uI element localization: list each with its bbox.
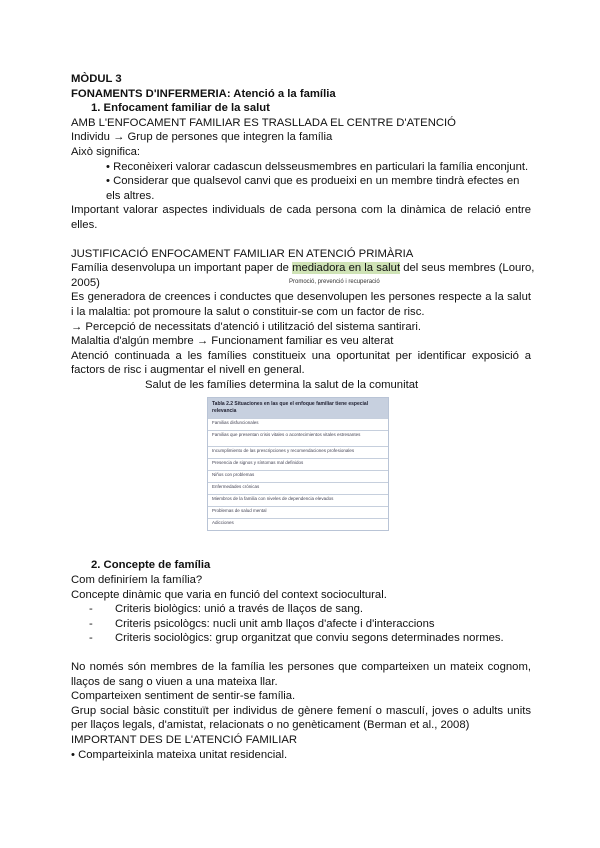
- bullet-recognize: • Reconèixeri valorar cadascun delsseusmembres en particulari la família enconjunt.: [106, 160, 529, 173]
- social-group-paragraph: Grup social bàsic constituït per individus de gènere femení o masculí, joves o adults units per llaços legals, d'amistat, relacionats o no genèticament (Berman et al., 2008): [71, 704, 531, 732]
- section-1-heading: 1. Enfocament familiar de la salut: [91, 102, 270, 115]
- residential-unit-bullet: • Comparteixinla mateixa unitat residencial.: [71, 748, 288, 761]
- dash-marker: -: [89, 632, 93, 645]
- dynamic-concept-line: Concepte dinàmic que varia en funció del context sociocultural.: [71, 588, 387, 601]
- figure-row: Adicciones: [208, 518, 388, 530]
- criteria-text: Criteris biològics: unió a través de llaços de sang.: [115, 603, 364, 616]
- section-2-heading: 2. Concepte de família: [91, 559, 211, 572]
- figure-row: Familias que presentan crisis vitales o acontecimientos vitales estresantes: [208, 430, 388, 446]
- continued-care-paragraph: Atenció continuada a les famílies constitueix una oportunitat per identificar exposició a factors de risc i augmentar el nivell en general.: [71, 349, 531, 377]
- figure-row: Presencia de signos y síntomas mal definidos: [208, 458, 388, 470]
- figure-row: Incumplimiento de las prescripciones y recomendaciones profesionales: [208, 446, 388, 458]
- mediator-paragraph-end: [71, 276, 531, 291]
- figure-row: Miembros de la familia con niveles de dependencia elevados: [208, 494, 388, 506]
- figure-row: Familias disfuncionales: [208, 418, 388, 430]
- section-1-subtitle: AMB L'ENFOCAMENT FAMILIAR ES TRASLLADA EL CENTRE D'ATENCIÓ: [71, 116, 456, 129]
- justification-heading: JUSTIFICACIÓ ENFOCAMENT FAMILIAR EN ATENCIÓ PRIMÀRIA: [71, 247, 414, 260]
- meaning-intro: Això significa:: [71, 145, 141, 158]
- figure-row: Problemas de salud mental: [208, 506, 388, 518]
- document-page: [71, 72, 535, 762]
- members-paragraph: No només són membres de la família les persones que comparteixen un mateix cognom, llaços de sang o viuen a una mateixa llar.: [71, 661, 531, 688]
- beliefs-paragraph: Es generadora de creences i conductes que desenvolupen les persones respecte a la salut i la malaltia: pot promoure la salut o constituir-se com un factor de risc.: [71, 291, 531, 318]
- important-paragraph: Important valorar aspectes individuals de cada persona com la dinàmica de relació entre elles.: [71, 204, 531, 231]
- document-title: FONAMENTS D'INFERMERIA: Atenció a la família: [71, 87, 336, 100]
- criteria-text: Criteris psicològcs: nucli unit amb llaços d'afecte i d'interaccions: [115, 617, 435, 630]
- bullet-consider-cont: els altres.: [106, 189, 155, 202]
- criteria-item: [71, 602, 531, 617]
- criteria-item: [71, 617, 531, 632]
- mediator-text-after: del seus membres (Louro,: [400, 262, 535, 275]
- spacer: [71, 531, 531, 558]
- criteria-item: [71, 631, 531, 646]
- criteria-text: Criteris sociològics: grup organitzat que conviu segons determinades normes.: [115, 632, 504, 645]
- figure-table-title: Tabla 2.2 Situaciones en las que el enfoque familiar tiene especial relevancia: [208, 398, 388, 418]
- mediator-text-before: Família desenvolupa un important paper de: [71, 262, 293, 275]
- individual-to-group-line: Individu → Grup de persones que integren la família: [71, 131, 333, 144]
- margin-note: Promoció, prevenció i recuperació: [289, 278, 380, 285]
- important-family-care-heading: IMPORTANT DES DE L'ATENCIÓ FAMILIAR: [71, 734, 298, 746]
- illness-line: Malaltia d'algún membre → Funcionament familiar es veu alterat: [71, 335, 394, 348]
- citation-year: 2005): [71, 276, 100, 289]
- embedded-table-image: [207, 397, 389, 531]
- family-question: Com definiríem la família?: [71, 574, 203, 587]
- figure-row: Enfermedades crónicas: [208, 482, 388, 494]
- spacer: [71, 646, 531, 660]
- dash-marker: -: [89, 617, 93, 630]
- shared-feeling-line: Comparteixen sentiment de sentir-se família.: [71, 690, 296, 703]
- community-health-line: Salut de les famílies determina la salut de la comunitat: [145, 378, 419, 391]
- mediator-paragraph: [71, 261, 535, 276]
- module-label: MÒDUL 3: [71, 73, 122, 85]
- bullet-consider: • Considerar que qualsevol canvi que es produeixi en un membre tindrà efectes en: [106, 175, 520, 188]
- dash-marker: -: [89, 603, 93, 616]
- spacer: [71, 233, 531, 247]
- highlighted-mediator: mediadora en la salut: [292, 262, 401, 275]
- figure-row: Niños con problemas: [208, 470, 388, 482]
- needs-perception-line: → Percepció de necessitats d'atenció i utilització del sistema santirari.: [71, 320, 422, 333]
